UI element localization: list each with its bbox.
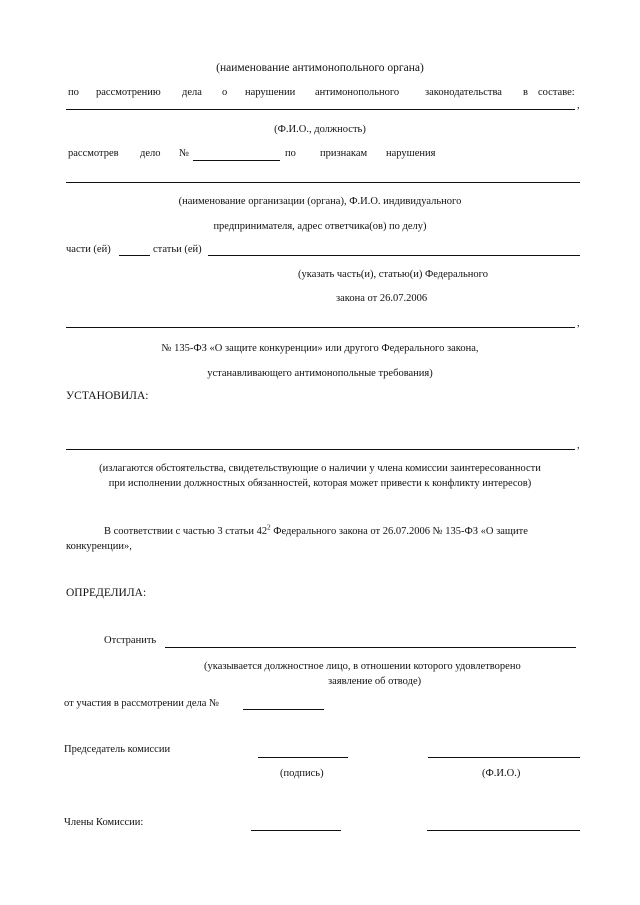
members-label: Члены Комиссии: — [64, 817, 144, 828]
case-number-fill-line-2[interactable] — [243, 709, 324, 710]
law-name-line2: устанавливающего антимонопольные требования) — [207, 368, 433, 379]
word-o: о — [222, 87, 228, 98]
composition-comma: , — [577, 100, 580, 111]
organization-caption-line1: (наименование организации (органа), Ф.И.О. индивидуального — [178, 196, 462, 207]
word-antimonopoly: антимонопольного — [315, 87, 400, 98]
law-fill-line[interactable] — [66, 327, 575, 328]
word-signs: признакам — [320, 148, 368, 159]
case-number-fill-line[interactable] — [193, 160, 280, 161]
remove-person-fill-line[interactable] — [165, 647, 576, 648]
established-line-comma: , — [577, 440, 580, 451]
law-caption-line1: (указать часть(и), статью(и) Федерального — [298, 269, 488, 280]
established-heading: УСТАНОВИЛА: — [66, 390, 149, 402]
articles-fill-line[interactable] — [208, 255, 580, 256]
word-po: по — [68, 87, 79, 98]
label-parts: части (ей) — [66, 244, 111, 255]
established-fill-line[interactable] — [66, 449, 575, 450]
fio-caption: (Ф.И.О.) — [482, 768, 521, 779]
basis-text-after: Федерального закона от 26.07.2006 № 135-ФЗ «О защите — [270, 526, 528, 537]
chairman-fio-line[interactable] — [428, 757, 580, 758]
organ-name-caption: (наименование антимонопольного органа) — [216, 62, 424, 74]
remove-label: Отстранить — [104, 635, 157, 646]
chairman-signature-line[interactable] — [258, 757, 348, 758]
word-violation: нарушении — [245, 87, 296, 98]
basis-text-line2: конкуренции», — [66, 541, 132, 552]
label-articles: статьи (ей) — [153, 244, 202, 255]
composition-fill-line[interactable] — [66, 109, 575, 110]
word-composition: составе: — [538, 87, 575, 98]
article-superscript: 2 — [267, 523, 271, 532]
established-caption-line1: (излагаются обстоятельства, свидетельствующие о наличии у члена комиссии заинтересованности — [99, 463, 541, 474]
decided-heading: ОПРЕДЕЛИЛА: — [66, 587, 147, 599]
established-caption-line2: при исполнении должностных обязанностей, которая может привести к конфликту интересов) — [108, 478, 532, 489]
law-line-comma: , — [577, 318, 580, 329]
word-delo: дело — [140, 148, 161, 159]
signature-caption: (подпись) — [280, 768, 324, 779]
word-considered: рассмотрев — [68, 148, 119, 159]
word-po-2: по — [285, 148, 296, 159]
respondent-fill-line[interactable] — [66, 182, 580, 183]
law-name-line1: № 135-ФЗ «О защите конкуренции» или другого Федерального закона, — [161, 343, 479, 354]
basis-text-line1 — [104, 523, 528, 538]
word-case: дела — [182, 87, 202, 98]
basis-text-before: В соответствии с частью 3 статьи 42 — [104, 526, 268, 537]
word-v: в — [523, 87, 528, 98]
parts-fill-line[interactable] — [119, 255, 150, 256]
law-caption-line2: закона от 26.07.2006 — [336, 293, 428, 304]
members-fio-line[interactable] — [427, 830, 580, 831]
number-sign: № — [179, 148, 190, 159]
participation-label: от участия в рассмотрении дела № — [64, 698, 220, 709]
word-legislation: законодательства — [425, 87, 502, 98]
fio-position-caption: (Ф.И.О., должность) — [274, 124, 366, 135]
chairman-label: Председатель комиссии — [64, 744, 171, 755]
organization-caption-line2: предпринимателя, адрес ответчика(ов) по делу) — [213, 221, 427, 232]
remove-caption-line2: заявление об отводе) — [328, 676, 422, 687]
members-signature-line[interactable] — [251, 830, 341, 831]
word-consideration: рассмотрению — [96, 87, 161, 98]
word-violations: нарушения — [386, 148, 436, 159]
remove-caption-line1: (указывается должностное лицо, в отношении которого удовлетворено — [204, 661, 521, 672]
